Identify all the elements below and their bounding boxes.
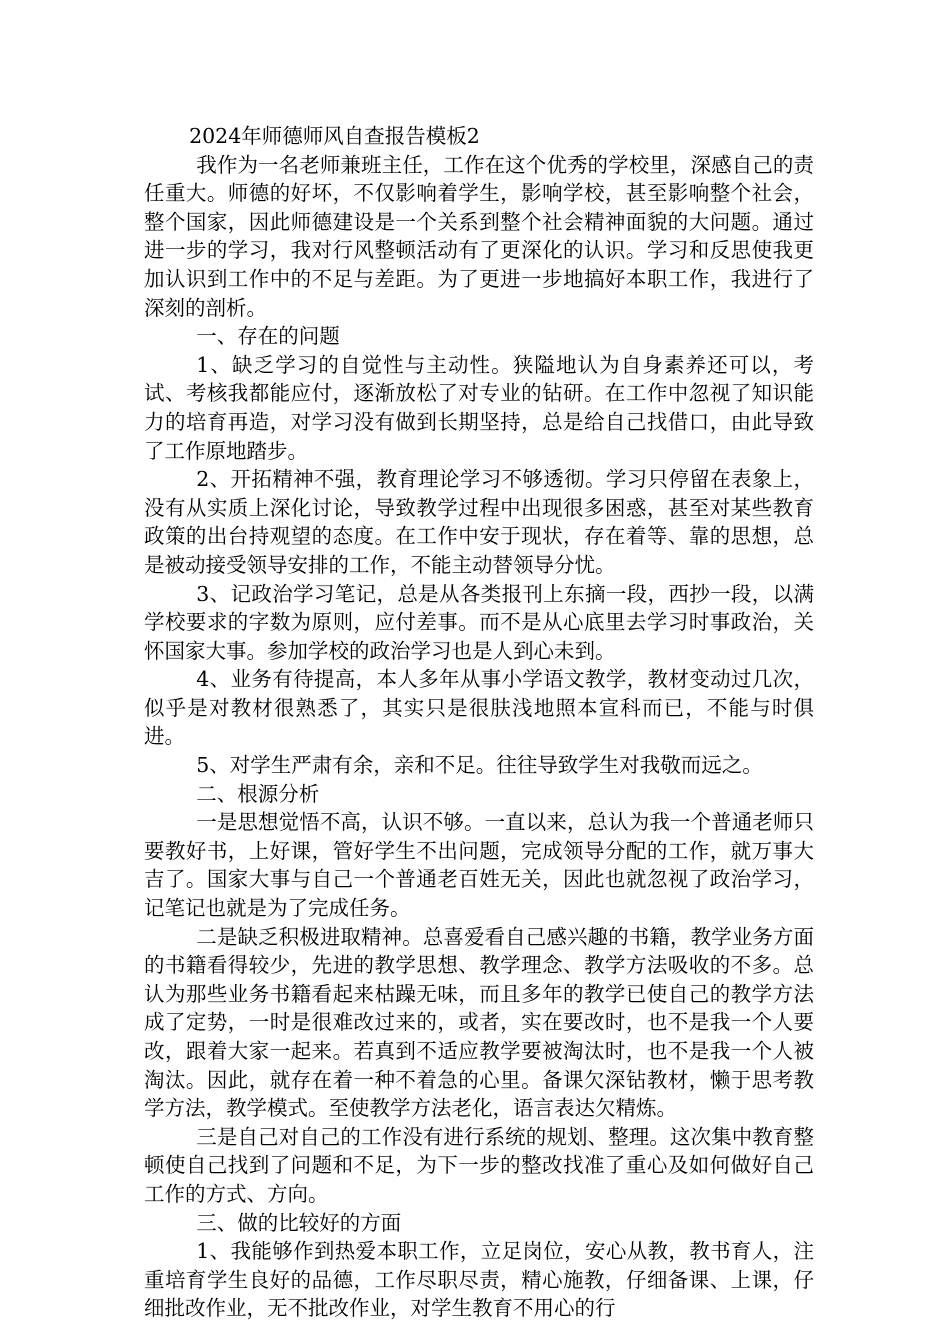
section-heading-problems: 一、存在的问题 xyxy=(196,324,340,349)
section-heading-strengths: 三、做的比较好的方面 xyxy=(196,1210,402,1235)
paragraph-cause-1: 一是思想觉悟不高，认识不够。一直以来，总认为我一个普通老师只要教好书，上好课，管好学生不出问题，完成领导分配的工作，就万事大吉了。国家大事与自己一个普通老百姓无关，因此也就忽视了政治学习，记笔记也就是为了完成任务。 xyxy=(144,810,814,921)
document-title: 2024年师德师风自查报告模板2 xyxy=(189,124,480,148)
paragraph-problem-3: 3、记政治学习笔记，总是从各类报刊上东摘一段，西抄一段，以满学校要求的字数为原则，应付差事。而不是从心底里去学习时事政治，关怀国家大事。参加学校的政治学习也是人到心未到。 xyxy=(144,581,814,663)
paragraph-cause-3: 三是自己对自己的工作没有进行系统的规划、整理。这次集中教育整顿使自己找到了问题和不足，为下一步的整改找准了重心及如何做好自己工作的方式、方向。 xyxy=(144,1124,814,1206)
paragraph-intro: 我作为一名老师兼班主任，工作在这个优秀的学校里，深感自己的责任重大。师德的好坏，不仅影响着学生，影响学校，甚至影响整个社会，整个国家，因此师德建设是一个关系到整个社会精神面貌的大问题。通过进一步的学习，我对行风整顿活动有了更深化的认识。学习和反思使我更加认识到工作中的不足与差距。为了更进一步地搞好本职工作，我进行了深刻的剖析。 xyxy=(144,152,814,320)
paragraph-strength-1: 1、我能够作到热爱本职工作，立足岗位，安心从教，教书育人，注重培育学生良好的品德，工作尽职尽责，精心施教，仔细备课、上课，仔细批改作业，无不批改作业，对学生教育不用心的行 xyxy=(144,1239,814,1321)
paragraph-problem-5: 5、对学生严肃有余，亲和不足。往往导致学生对我敬而远之。 xyxy=(196,753,763,778)
document-body xyxy=(144,122,814,1323)
section-heading-root-causes: 二、根源分析 xyxy=(196,781,320,806)
paragraph-problem-4: 4、业务有待提高，本人多年从事小学语文教学，教材变动过几次，似乎是对教材很熟悉了，其实只是很肤浅地照本宣科而已，不能与时俱进。 xyxy=(144,667,814,749)
paragraph-problem-1: 1、缺乏学习的自觉性与主动性。狭隘地认为自身素养还可以，考试、考核我都能应付，逐渐放松了对专业的钻研。在工作中忽视了知识能力的培育再造，对学习没有做到长期坚持，总是给自己找借口，由此导致了工作原地踏步。 xyxy=(144,352,814,463)
paragraph-cause-2: 二是缺乏积极进取精神。总喜爱看自己感兴趣的书籍，教学业务方面的书籍看得较少，先进的教学思想、教学理念、教学方法吸收的不多。总认为那些业务书籍看起来枯躁无味，而且多年的教学已使自己的教学方法成了定势，一时是很难改过来的，或者，实在要改时，也不是我一个人要改，跟着大家一起来。若真到不适应教学要被淘汰时，也不是我一个人被淘汰。因此，就存在着一种不着急的心里。备课欠深钻教材，懒于思考教学方法，教学模式。至使教学方法老化，语言表达欠精炼。 xyxy=(144,924,814,1121)
paragraph-problem-2: 2、开拓精神不强，教育理论学习不够透彻。学习只停留在表象上，没有从实质上深化讨论，导致教学过程中出现很多困惑，甚至对某些教育政策的出台持观望的态度。在工作中安于现状，存在着等、靠的思想，总是被动接受领导安排的工作，不能主动替领导分忧。 xyxy=(144,467,814,577)
